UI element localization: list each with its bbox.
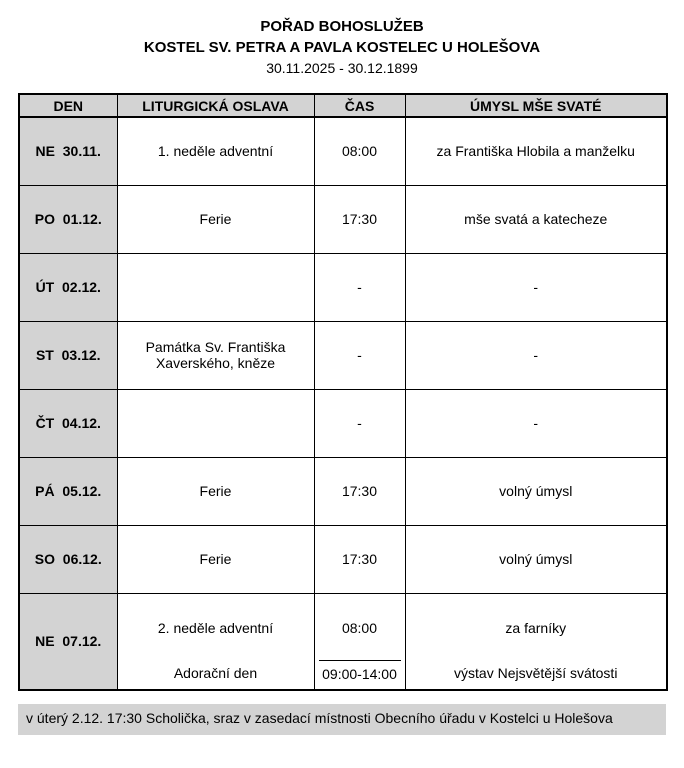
cell-cas: 17:30 <box>314 525 405 593</box>
cell-umysl <box>405 593 667 690</box>
cell-umysl-bottom: výstav Nejsvětější svátosti <box>454 665 618 681</box>
table-row <box>19 321 667 389</box>
cell-den: NE 07.12. <box>19 593 117 690</box>
column-header-den: DEN <box>19 94 117 117</box>
cell-umysl: za Františka Hlobila a manželku <box>405 117 667 185</box>
cell-oslava: Ferie <box>117 525 314 593</box>
cell-cas: - <box>314 253 405 321</box>
table-header-row <box>19 94 667 117</box>
cell-den: ÚT 02.12. <box>19 253 117 321</box>
cell-den: NE 30.11. <box>19 117 117 185</box>
cell-den: SO 06.12. <box>19 525 117 593</box>
cell-cas-bottom: 09:00-14:00 <box>319 660 401 687</box>
cell-umysl: - <box>405 321 667 389</box>
doc-title: POŘAD BOHOSLUŽEB <box>260 18 424 35</box>
table-row <box>19 593 667 690</box>
cell-oslava: Ferie <box>117 185 314 253</box>
cell-cas: - <box>314 321 405 389</box>
cell-oslava <box>117 389 314 457</box>
document-header <box>0 0 684 79</box>
schedule-table <box>18 93 668 691</box>
cell-den: ST 03.12. <box>19 321 117 389</box>
cell-cas: - <box>314 389 405 457</box>
footer-note: v úterý 2.12. 17:30 Scholička, sraz v zasedací místnosti Obecního úřadu v Kostelci u Holešova <box>18 704 666 735</box>
cell-cas-top: 08:00 <box>341 619 378 636</box>
cell-umysl: mše svatá a katecheze <box>405 185 667 253</box>
doc-subtitle: KOSTEL SV. PETRA A PAVLA KOSTELEC U HOLEŠOVA <box>143 39 541 56</box>
cell-umysl: volný úmysl <box>405 457 667 525</box>
cell-umysl-top: za farníky <box>505 620 567 636</box>
table-row <box>19 525 667 593</box>
table-row <box>19 457 667 525</box>
cell-umysl: volný úmysl <box>405 525 667 593</box>
cell-oslava <box>117 253 314 321</box>
cell-den: PO 01.12. <box>19 185 117 253</box>
cell-cas <box>314 593 405 690</box>
table-row <box>19 389 667 457</box>
cell-oslava-top: 2. neděle adventní <box>157 620 274 636</box>
column-header-cas: ČAS <box>314 94 405 117</box>
table-row <box>19 185 667 253</box>
table-row <box>19 117 667 185</box>
cell-umysl: - <box>405 253 667 321</box>
cell-cas: 17:30 <box>314 457 405 525</box>
cell-oslava: 1. neděle adventní <box>117 117 314 185</box>
cell-oslava <box>117 593 314 690</box>
table-row <box>19 253 667 321</box>
cell-oslava-bottom: Adorační den <box>173 665 258 681</box>
column-header-umysl: ÚMYSL MŠE SVATÉ <box>405 94 667 117</box>
cell-den: ČT 04.12. <box>19 389 117 457</box>
cell-cas: 08:00 <box>314 117 405 185</box>
cell-cas: 17:30 <box>314 185 405 253</box>
cell-oslava: Památka Sv. Františka Xaverského, kněze <box>117 321 314 389</box>
column-header-oslava: LITURGICKÁ OSLAVA <box>117 94 314 117</box>
cell-den: PÁ 05.12. <box>19 457 117 525</box>
cell-umysl: - <box>405 389 667 457</box>
doc-date-range: 30.11.2025 - 30.12.1899 <box>266 60 418 76</box>
cell-oslava: Ferie <box>117 457 314 525</box>
